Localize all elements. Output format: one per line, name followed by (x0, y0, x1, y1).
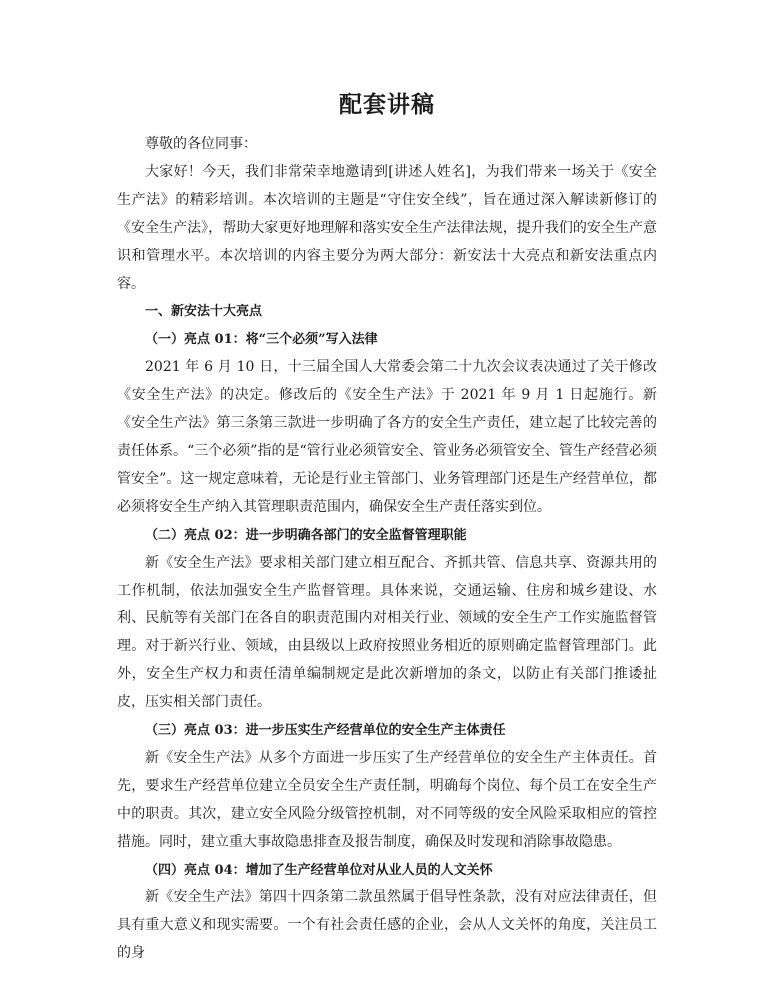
document-title: 配套讲稿 (339, 91, 435, 118)
section-heading: 一、新安法十大亮点 (145, 304, 263, 320)
paragraph-04: 新《安全生产法》第四十四条第二款虽然属于倡导性条款，没有对应法律责任，但具有重大意义和现实需要。一个有社会责任感的企业，会从人文关怀的角度，关注员工的身 (117, 889, 657, 962)
paragraph-03: 新《安全生产法》从多个方面进一步压实了生产经营单位的安全生产主体责任。首先，要求生产经营单位建立全员安全生产责任制，明确每个岗位、每个员工在安全生产中的职责。其次，建立安全风险分级管控机制，对不同等级的安全风险采取相应的管控措施。同时，建立重大事故隐患排查及报告制度，确保及时发现和消除事故隐患。 (117, 749, 657, 850)
subsection-heading-04: （四）亮点 04：增加了生产经营单位对从业人员的人文关怀 (145, 862, 493, 878)
intro-paragraph: 大家好！今天，我们非常荣幸地邀请到[讲述人姓名]，为我们带来一场关于《安全生产法》的精彩培训。本次培训的主题是“守住安全线”，旨在通过深入解读新修订的《安全生产法》，帮助大家更好地理解和落实安全生产法律法规，提升我们的安全生产意识和管理水平。本次培训的内容主要分为两大部分：新安法十大亮点和新安法重点内容。 (117, 163, 657, 292)
subsection-heading-03: （三）亮点 03：进一步压实生产经营单位的安全生产主体责任 (145, 723, 506, 739)
subsection-heading-01: （一）亮点 01：将“三个必须”写入法律 (145, 332, 378, 348)
paragraph-02: 新《安全生产法》要求相关部门建立相互配合、齐抓共管、信息共享、资源共用的工作机制，依法加强安全生产监督管理。具体来说，交通运输、住房和城乡建设、水利、民航等有关部门在各自的职责范围内对相关行业、领域的安全生产工作实施监督管理。对于新兴行业、领域，由县级以上政府按照业务相近的原则确定监督管理部门。此外，安全生产权力和责任清单编制规定是此次新增加的条文，以防止有关部门推诿扯皮，压实相关部门责任。 (117, 554, 657, 711)
greeting: 尊敬的各位同事： (145, 136, 257, 152)
document-body (117, 82, 657, 968)
subsection-heading-02: （二）亮点 02：进一步明确各部门的安全监督管理职能 (145, 527, 467, 543)
paragraph-01: 2021 年 6 月 10 日，十三届全国人大常委会第二十九次会议表决通过了关于修改《安全生产法》的决定。修改后的《安全生产法》于 2021 年 9 月 1 日起施行。新《安全生产法》第三条第三款进一步明确了各方的安全生产责任，建立起了比较完善的责任体系。“三个必须”指的是“管行业必须管安全、管业务必须管安全、管生产经营必须管安全”。这一规定意味着，无论是行业主管部门、业务管理部门还是生产经营单位，都必须将安全生产纳入其管理职责范围内，确保安全生产责任落实到位。 (117, 359, 657, 515)
